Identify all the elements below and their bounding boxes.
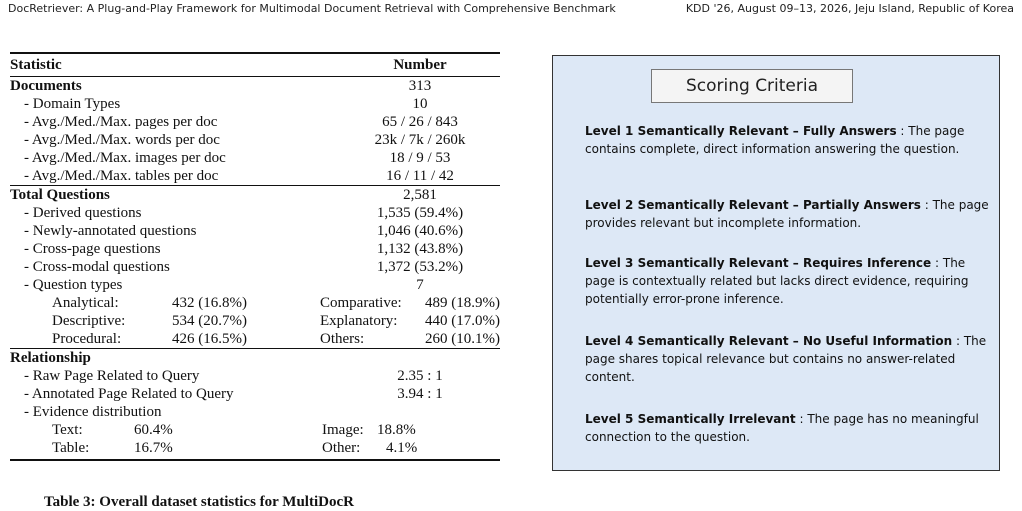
criteria-level-3 (585, 254, 991, 308)
row-value: 7 (416, 277, 424, 293)
table-row (10, 149, 500, 167)
row-value: 1,132 (43.8%) (376, 241, 464, 257)
table-row (10, 113, 500, 131)
table-row (10, 403, 500, 421)
type-name: Procedural: (52, 331, 122, 347)
level-label: Level 2 Semantically Relevant – Partially Answers (585, 198, 921, 212)
table-caption: Table 3: Overall dataset statistics for MultiDocR (44, 494, 354, 510)
table-row (10, 276, 500, 294)
section-questions (10, 186, 500, 205)
statistics-table (10, 52, 500, 461)
table-row (10, 95, 500, 113)
section-value: 313 (340, 77, 500, 96)
type-value: 432 (16.8%) (172, 295, 247, 311)
row-value: 1,535 (59.4%) (376, 205, 464, 221)
scoring-criteria-panel (552, 55, 1000, 471)
type-name: Analytical: (52, 295, 119, 311)
question-types-block (10, 294, 500, 349)
row-value: 3.94 : 1 (397, 386, 443, 402)
row-value: 65 / 26 / 843 (382, 114, 458, 130)
type-name: Descriptive: (52, 313, 126, 329)
evidence-grid (10, 421, 500, 457)
row-value: 16 / 11 / 42 (386, 168, 454, 184)
evidence-value: 16.7% (134, 440, 173, 456)
row-label: - Avg./Med./Max. pages per doc (24, 114, 218, 130)
section-label: Documents (10, 77, 340, 96)
row-value: 18 / 9 / 53 (389, 150, 451, 166)
row-label: - Domain Types (24, 96, 121, 112)
row-label: - Avg./Med./Max. images per doc (24, 150, 226, 166)
type-value: 534 (20.7%) (172, 313, 247, 329)
header-paper-title: DocRetriever: A Plug-and-Play Framework for Multimodal Document Retrieval with Comprehensive Benchmark (8, 2, 616, 15)
evidence-name: Table: (52, 440, 90, 456)
level-text: : The page has no meaningful connection to the question. (585, 412, 979, 444)
evidence-block (10, 421, 500, 460)
criteria-level-1 (585, 122, 991, 158)
table-row (10, 131, 500, 149)
question-types-grid (10, 294, 500, 348)
row-value: 23k / 7k / 260k (374, 132, 466, 148)
level-text: : The page is contextually related but lacks direct evidence, requiring potentially error-prone inference. (585, 256, 969, 306)
level-label: Level 3 Semantically Relevant – Requires Inference (585, 256, 932, 270)
col-statistic: Statistic (10, 57, 62, 73)
row-label: - Cross-modal questions (24, 259, 170, 275)
row-label: - Annotated Page Related to Query (24, 386, 234, 402)
row-value: 10 (412, 96, 428, 112)
row-label: - Avg./Med./Max. words per doc (24, 132, 220, 148)
evidence-name: Other: (322, 440, 361, 456)
row-value: 1,046 (40.6%) (376, 223, 464, 239)
table-row (10, 258, 500, 276)
row-label: - Newly-annotated questions (24, 223, 197, 239)
row-label: - Derived questions (24, 205, 142, 221)
level-label: Level 4 Semantically Relevant – No Useful Information (585, 334, 953, 348)
level-text: : The page contains complete, direct information answering the question. (585, 124, 965, 156)
row-label: - Evidence distribution (24, 404, 162, 420)
evidence-name: Image: (322, 422, 364, 438)
row-value: 1,372 (53.2%) (376, 259, 464, 275)
table-row (10, 167, 500, 186)
table-row (10, 385, 500, 403)
table-row (10, 367, 500, 385)
level-label: Level 1 Semantically Relevant – Fully Answers (585, 124, 897, 138)
row-label: - Cross-page questions (24, 241, 161, 257)
type-name: Comparative: (320, 295, 402, 311)
criteria-title: Scoring Criteria (651, 69, 853, 103)
evidence-value: 4.1% (386, 440, 418, 456)
evidence-value: 60.4% (134, 422, 173, 438)
criteria-level-5 (585, 410, 991, 446)
type-name: Others: (320, 331, 365, 347)
type-value: 489 (18.9%) (425, 295, 500, 311)
criteria-level-2 (585, 196, 991, 232)
header-venue: KDD '26, August 09–13, 2026, Jeju Island, Republic of Korea (685, 2, 1014, 15)
level-label: Level 5 Semantically Irrelevant (585, 412, 796, 426)
col-number: Number (393, 57, 447, 73)
criteria-level-4 (585, 332, 991, 386)
level-text: : The page shares topical relevance but contains no answer-related content. (585, 334, 987, 384)
table-row (10, 222, 500, 240)
running-header (8, 2, 1014, 20)
type-value: 260 (10.1%) (425, 331, 500, 347)
row-value (340, 403, 500, 421)
row-label: - Question types (24, 277, 123, 293)
evidence-value: 18.8% (377, 422, 416, 438)
section-relationship (10, 349, 500, 368)
table-row (10, 240, 500, 258)
level-text: : The page provides relevant but incomplete information. (585, 198, 989, 230)
table-row (10, 204, 500, 222)
row-label: - Raw Page Related to Query (24, 368, 200, 384)
type-name: Explanatory: (320, 313, 398, 329)
row-value: 2.35 : 1 (397, 368, 443, 384)
row-label: - Avg./Med./Max. tables per doc (24, 168, 219, 184)
table-header-row (10, 53, 500, 77)
section-label: Total Questions (10, 186, 340, 205)
section-value: 2,581 (340, 186, 500, 205)
type-value: 440 (17.0%) (425, 313, 500, 329)
section-label: Relationship (10, 349, 500, 368)
evidence-name: Text: (52, 422, 83, 438)
type-value: 426 (16.5%) (172, 331, 247, 347)
section-documents (10, 77, 500, 96)
